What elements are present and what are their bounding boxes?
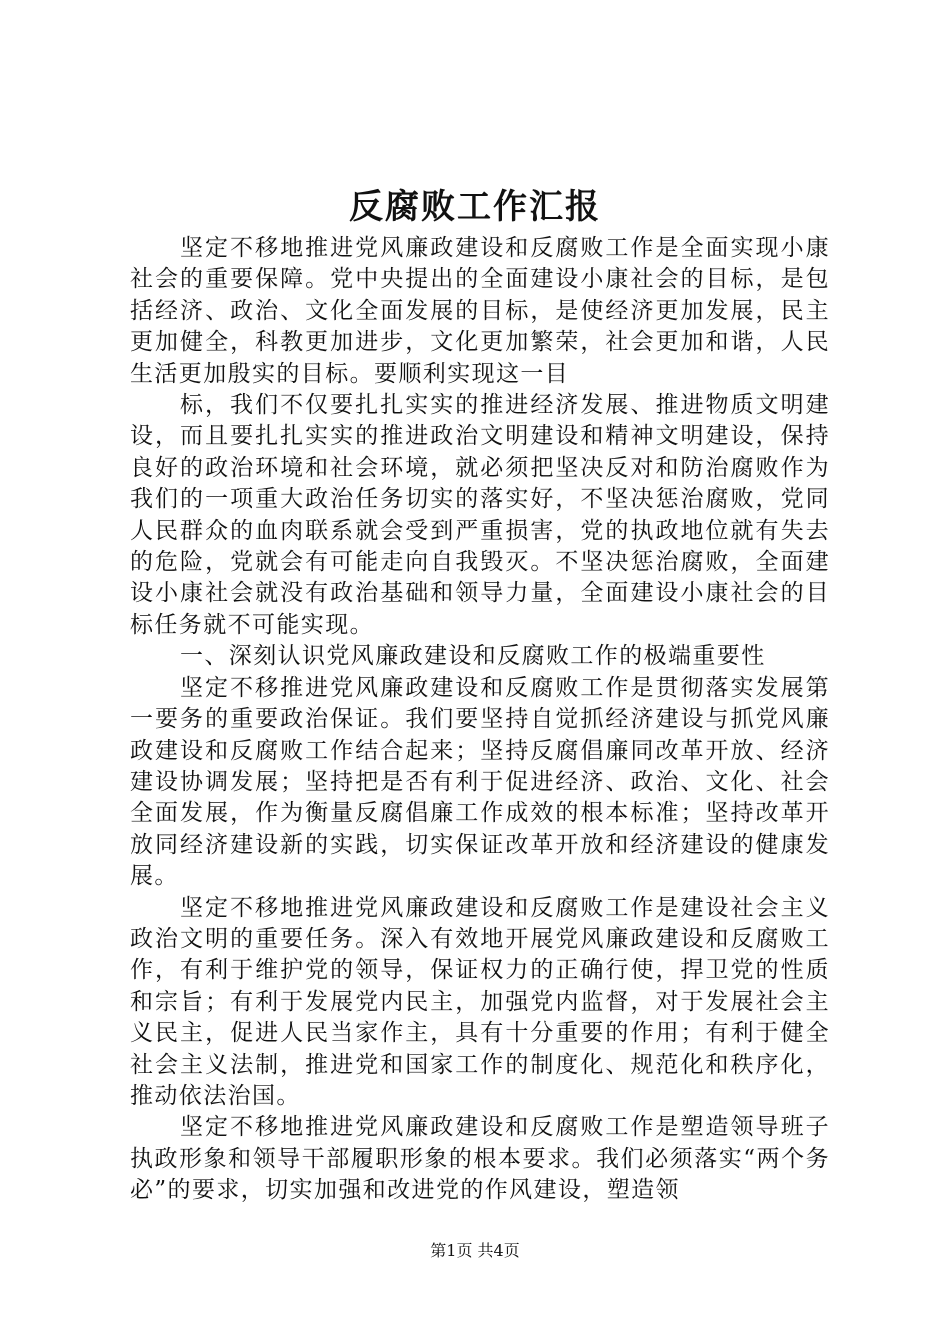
section-heading-1: 一、深刻认识党风廉政建设和反腐败工作的极端重要性 [180, 643, 766, 670]
page-footer: 第1页 共4页 [430, 1241, 520, 1260]
paragraph-leadership-image: 坚定不移地推进党风廉政建设和反腐败工作是塑造领导班子执政形象和领导干部履职形象的根本要求。我们必须落实“两个务必”的要求，切实加强和改进党的作风建设，塑造领 [130, 1114, 830, 1204]
paragraph-political-civilization: 坚定不移地推进党风廉政建设和反腐败工作是建设社会主义政治文明的重要任务。深入有效地开展党风廉政建设和反腐败工作，有利于维护党的领导，保证权力的正确行使，捍卫党的性质和宗旨；有利于发展党内民主，加强党内监督，对于发展社会主义民主，促进人民当家作主，具有十分重要的作用；有利于健全社会主义法制，推进党和国家工作的制度化、规范化和秩序化，推动依法治国。 [130, 894, 830, 1109]
document-body [130, 233, 830, 1207]
paragraph-development: 坚定不移推进党风廉政建设和反腐败工作是贯彻落实发展第一要务的重要政治保证。我们要坚持自觉抓经济建设与抓党风廉政建设和反腐败工作结合起来；坚持反腐倡廉同改革开放、经济建设协调发展；坚持把是否有利于促进经济、政治、文化、社会全面发展，作为衡量反腐倡廉工作成效的根本标准；坚持改革开放同经济建设新的实践，切实保证改革开放和经济建设的健康发展。 [130, 674, 830, 890]
paragraph-intro: 坚定不移地推进党风廉政建设和反腐败工作是全面实现小康社会的重要保障。党中央提出的全面建设小康社会的目标，是包括经济、政治、文化全面发展的目标，是使经济更加发展，民主更加健全，科教更加进步，文化更加繁荣，社会更加和谐，人民生活更加殷实的目标。要顺利实现这一目 [130, 235, 830, 387]
document-title: 反腐败工作汇报 [349, 187, 601, 227]
paragraph-continuation: 标，我们不仅要扎扎实实的推进经济发展、推进物质文明建设，而且要扎扎实实的推进政治文明建设和精神文明建设，保持良好的政治环境和社会环境，就必须把坚决反对和防治腐败作为我们的一项重大政治任务切实的落实好，不坚决惩治腐败，党同人民群众的血肉联系就会受到严重损害，党的执政地位就有失去的危险，党就会有可能走向自我毁灭。不坚决惩治腐败，全面建设小康社会就没有政治基础和领导力量，全面建设小康社会的目标任务就不可能实现。 [130, 392, 830, 638]
